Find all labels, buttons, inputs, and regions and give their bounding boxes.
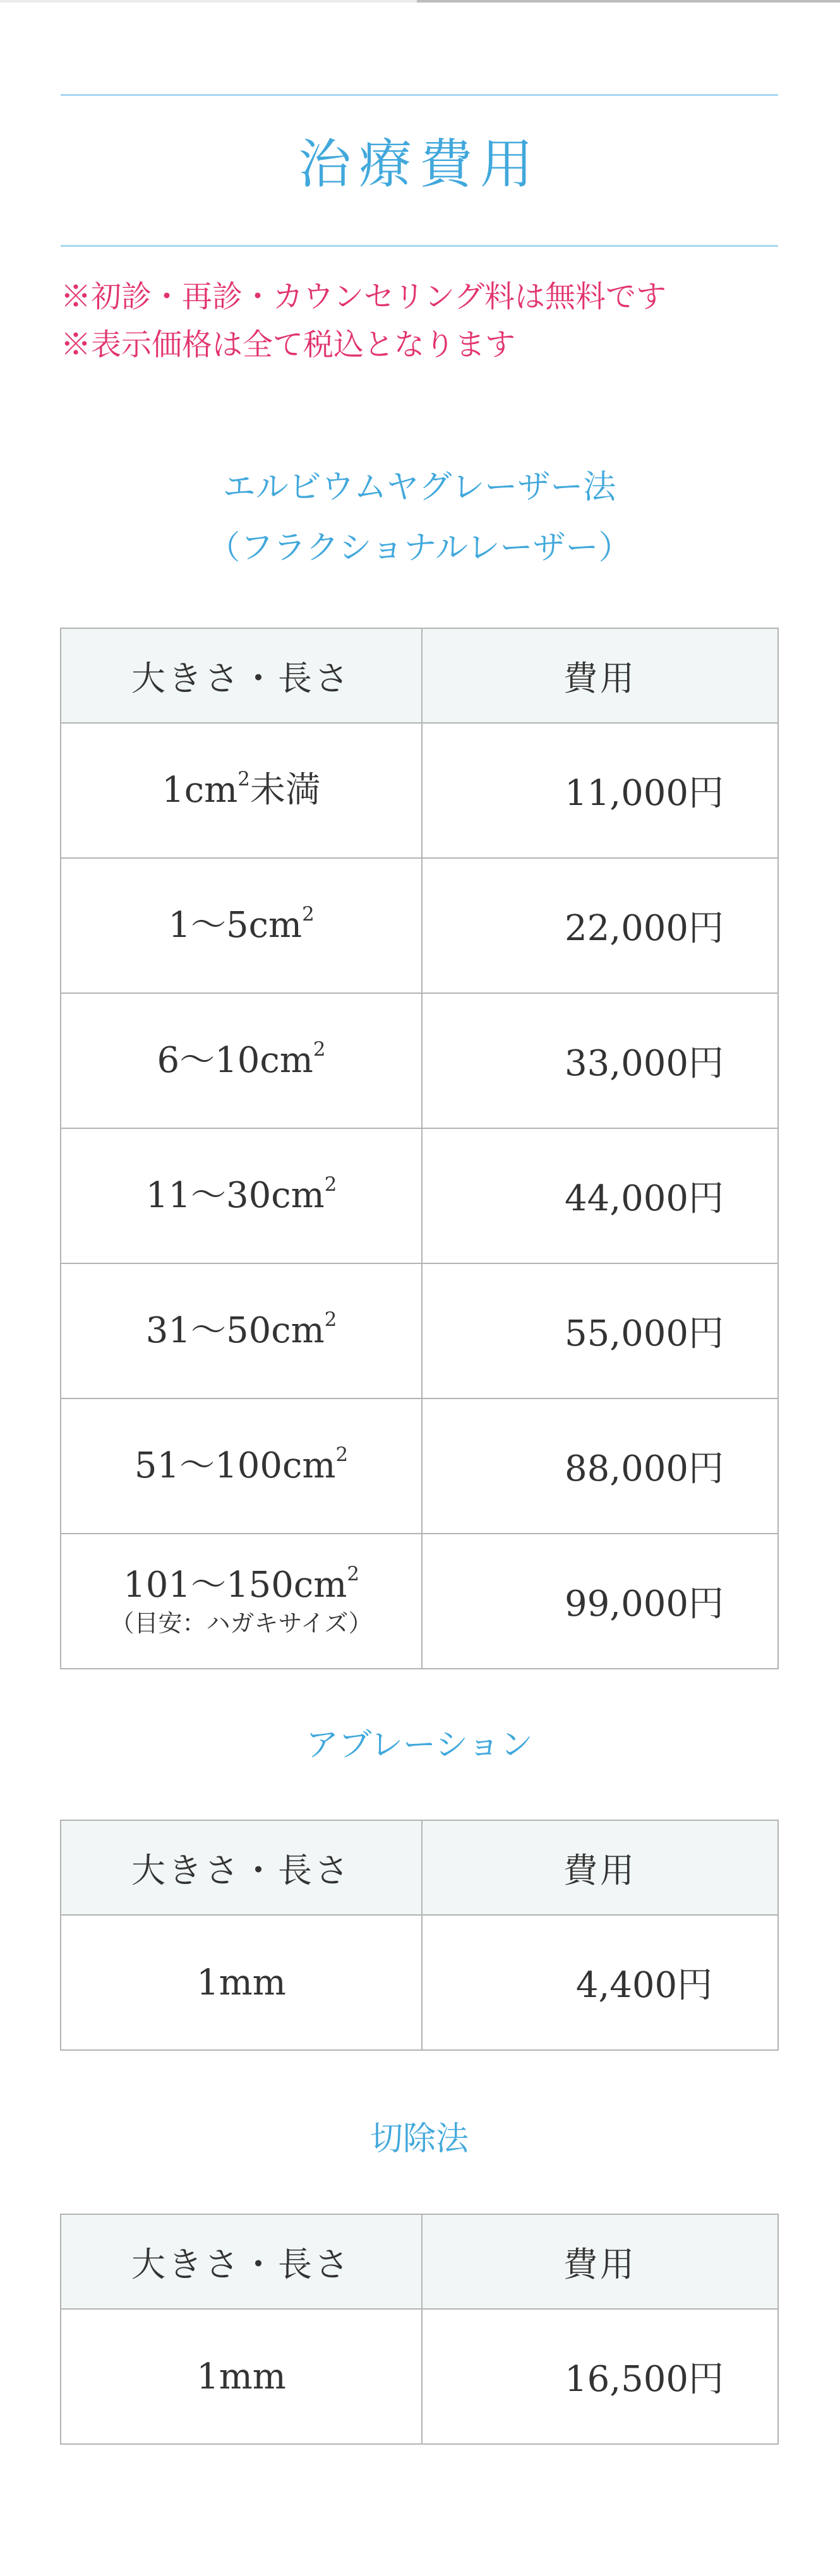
page-title: 治療費用 (297, 133, 541, 195)
price-cell: 55,000円 (422, 1263, 778, 1398)
header-price: 費用 (422, 628, 778, 723)
header-price: 費用 (422, 1820, 778, 1915)
table-row (61, 1915, 778, 2050)
table-header-row (61, 628, 778, 723)
notes (61, 273, 806, 369)
table-row (61, 1398, 778, 1534)
price-cell: 4,400円 (422, 1915, 778, 2050)
size-cell: $1cm^2$未満 (61, 723, 422, 858)
size-note: （目安：ハガキサイズ） (110, 1609, 373, 1637)
title-rule-bottom (61, 245, 778, 247)
size-cell: 6〜$10cm^2$ (61, 993, 422, 1128)
title-rule-top (61, 94, 778, 96)
section-title-ablation: アブレーション (306, 1726, 533, 1764)
size-cell: 1mm (61, 1915, 422, 2050)
size-cell: 101〜$150cm^2$ （目安：ハガキサイズ） (61, 1534, 422, 1669)
size-cell: 51〜$100cm^2$ (61, 1398, 422, 1534)
table-row (61, 1263, 778, 1398)
price-table-excision (60, 2214, 779, 2445)
header-size: 大きさ・長さ (61, 628, 422, 723)
table-row (61, 993, 778, 1128)
size-cell: 1mm (61, 2309, 422, 2444)
price-cell: 33,000円 (422, 993, 778, 1128)
price-table-erbium-yag (60, 628, 779, 1669)
price-table-ablation (60, 1820, 779, 2051)
table-header-row (61, 2214, 778, 2309)
size-cell: 31〜$50cm^2$ (61, 1263, 422, 1398)
header-size: 大きさ・長さ (61, 2214, 422, 2309)
header-price: 費用 (422, 2214, 778, 2309)
price-cell: 99,000円 (422, 1534, 778, 1669)
section-title-erbium-yag (61, 457, 778, 578)
size-cell: 11〜$30cm^2$ (61, 1128, 422, 1263)
price-cell: 44,000円 (422, 1128, 778, 1263)
top-progress-bar (0, 0, 840, 3)
note-free-consultation: ※初診・再診・カウンセリング料は無料です (61, 279, 667, 314)
note-tax-included: ※表示価格は全て税込となります (61, 327, 516, 362)
price-cell: 22,000円 (422, 858, 778, 993)
price-cell: 11,000円 (422, 723, 778, 858)
section-title-line2: （フラクショナルレーザー） (207, 529, 632, 567)
table-row (61, 1128, 778, 1263)
section-title-line1: エルビウムヤグレーザー法 (222, 468, 616, 506)
table-row (61, 858, 778, 993)
section-title-excision: 切除法 (369, 2120, 469, 2158)
table-row (61, 723, 778, 858)
table-header-row (61, 1820, 778, 1915)
header-size: 大きさ・長さ (61, 1820, 422, 1915)
top-progress-segment (417, 0, 840, 3)
table-row (61, 1534, 778, 1669)
price-cell: 16,500円 (422, 2309, 778, 2444)
size-cell: 1〜$5cm^2$ (61, 858, 422, 993)
table-row (61, 2309, 778, 2444)
price-cell: 88,000円 (422, 1398, 778, 1534)
